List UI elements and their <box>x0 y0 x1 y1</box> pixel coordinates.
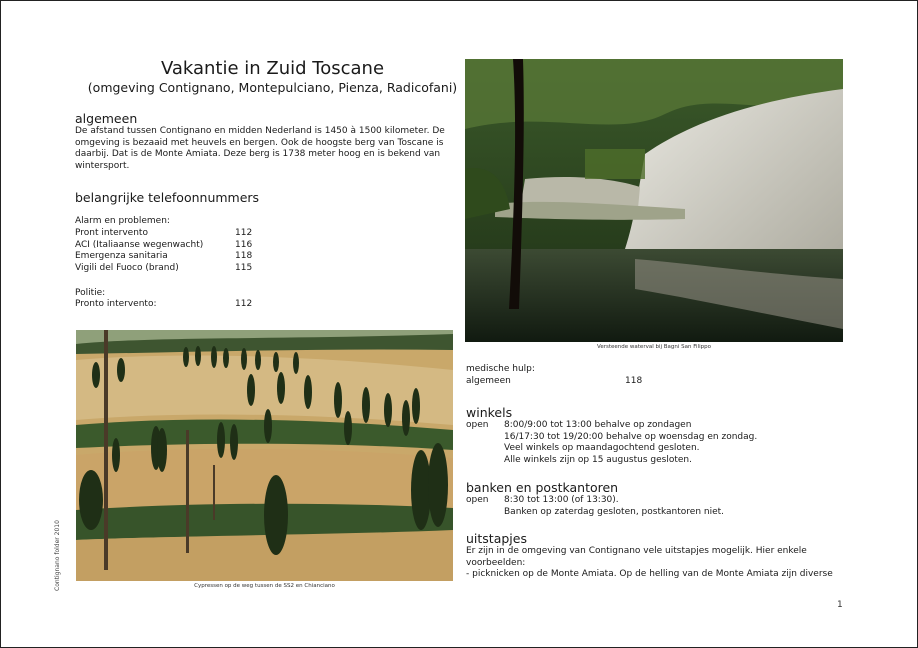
winkels-line: 16/17:30 tot 19/20:00 behalve op woensdag en zondag. <box>504 431 758 442</box>
banken-line: 8:30 tot 13:00 (of 13:30). <box>504 495 619 505</box>
phone-number: 112 <box>235 299 253 309</box>
section-heading-algemeen: algemeen <box>75 111 138 126</box>
waterfall-image <box>465 59 843 342</box>
algemeen-text <box>75 126 465 172</box>
uitstapjes-line: - picknicken op de Monte Amiata. Op de helling van de Monte Amiata zijn diverse <box>466 569 833 579</box>
medical-name: algemeen <box>466 376 511 386</box>
section-heading-banken: banken en postkantoren <box>466 480 619 495</box>
section-heading-uitstapjes: uitstapjes <box>466 531 527 546</box>
cypress-image <box>76 330 453 581</box>
phone-number: 115 <box>235 262 253 273</box>
winkels-line: 8:00/9:00 tot 13:00 behalve op zondagen <box>504 420 692 430</box>
table-row <box>75 263 252 275</box>
banken-open-label: open <box>466 495 489 505</box>
page-title: Vakantie in Zuid Toscane <box>160 58 385 79</box>
page-subtitle: (omgeving Contignano, Montepulciano, Pienza, Radicofani) <box>87 80 458 95</box>
algemeen-line: De afstand tussen Contignano en midden Nederland is 1450 à 1500 kilometer. De <box>75 126 445 136</box>
banken-text <box>504 495 834 518</box>
banken-line: Banken op zaterdag gesloten, postkantoren niet. <box>504 506 725 517</box>
uitstapjes-line: voorbeelden: <box>466 557 526 568</box>
section-heading-winkels: winkels <box>466 405 513 420</box>
waterfall-caption: Versteende waterval bij Bagni San Filippo <box>597 344 711 350</box>
table-row <box>75 251 252 263</box>
phone-name: Pront intervento <box>75 228 148 238</box>
uitstapjes-text <box>466 546 846 581</box>
phone-number: 116 <box>235 239 253 250</box>
section-heading-phones: belangrijke telefoonnummers <box>75 190 260 205</box>
table-row <box>75 228 252 240</box>
medical-label: medische hulp: <box>466 364 535 374</box>
winkels-text <box>504 420 834 466</box>
medical-number: 118 <box>625 376 643 386</box>
waterfall-photo <box>465 59 843 342</box>
algemeen-line: wintersport. <box>75 160 130 171</box>
cypress-caption: Cypressen op de weg tussen de SS2 en Chianciano <box>194 583 335 589</box>
winkels-line: Veel winkels op maandagochtend gesloten. <box>504 443 700 453</box>
cypress-photo <box>76 330 453 581</box>
algemeen-line: daarbij. Dat is de Monte Amiata. Deze berg is 1738 meter hoog en is bekend van <box>75 149 441 159</box>
winkels-line: Alle winkels zijn op 15 augustus gesloten. <box>504 454 692 465</box>
algemeen-line: omgeving is bezaaid met heuvels en bergen. Ook de hoogste berg van Toscane is <box>75 137 444 148</box>
table-row <box>75 299 252 311</box>
phone-name: Pronto intervento: <box>75 299 157 309</box>
phone-name: Emergenza sanitaria <box>75 251 168 261</box>
phone-name: Vigili del Fuoco (brand) <box>75 262 179 273</box>
phone-number: 118 <box>235 251 253 261</box>
phone-name: ACI (Italiaanse wegenwacht) <box>75 239 204 250</box>
phones-table-politie <box>75 299 252 311</box>
page-number: 1 <box>837 600 843 610</box>
side-footer-text: Contignano folder 2010 <box>54 520 61 591</box>
uitstapjes-line: Er zijn in de omgeving van Contignano vele uitstapjes mogelijk. Hier enkele <box>466 546 807 556</box>
phone-number: 112 <box>235 228 253 238</box>
phones-group1-label: Alarm en problemen: <box>75 216 170 226</box>
table-row <box>75 240 252 252</box>
phones-group2-label: Politie: <box>75 288 106 298</box>
phones-table-alarm <box>75 228 252 274</box>
winkels-open-label: open <box>466 420 489 430</box>
